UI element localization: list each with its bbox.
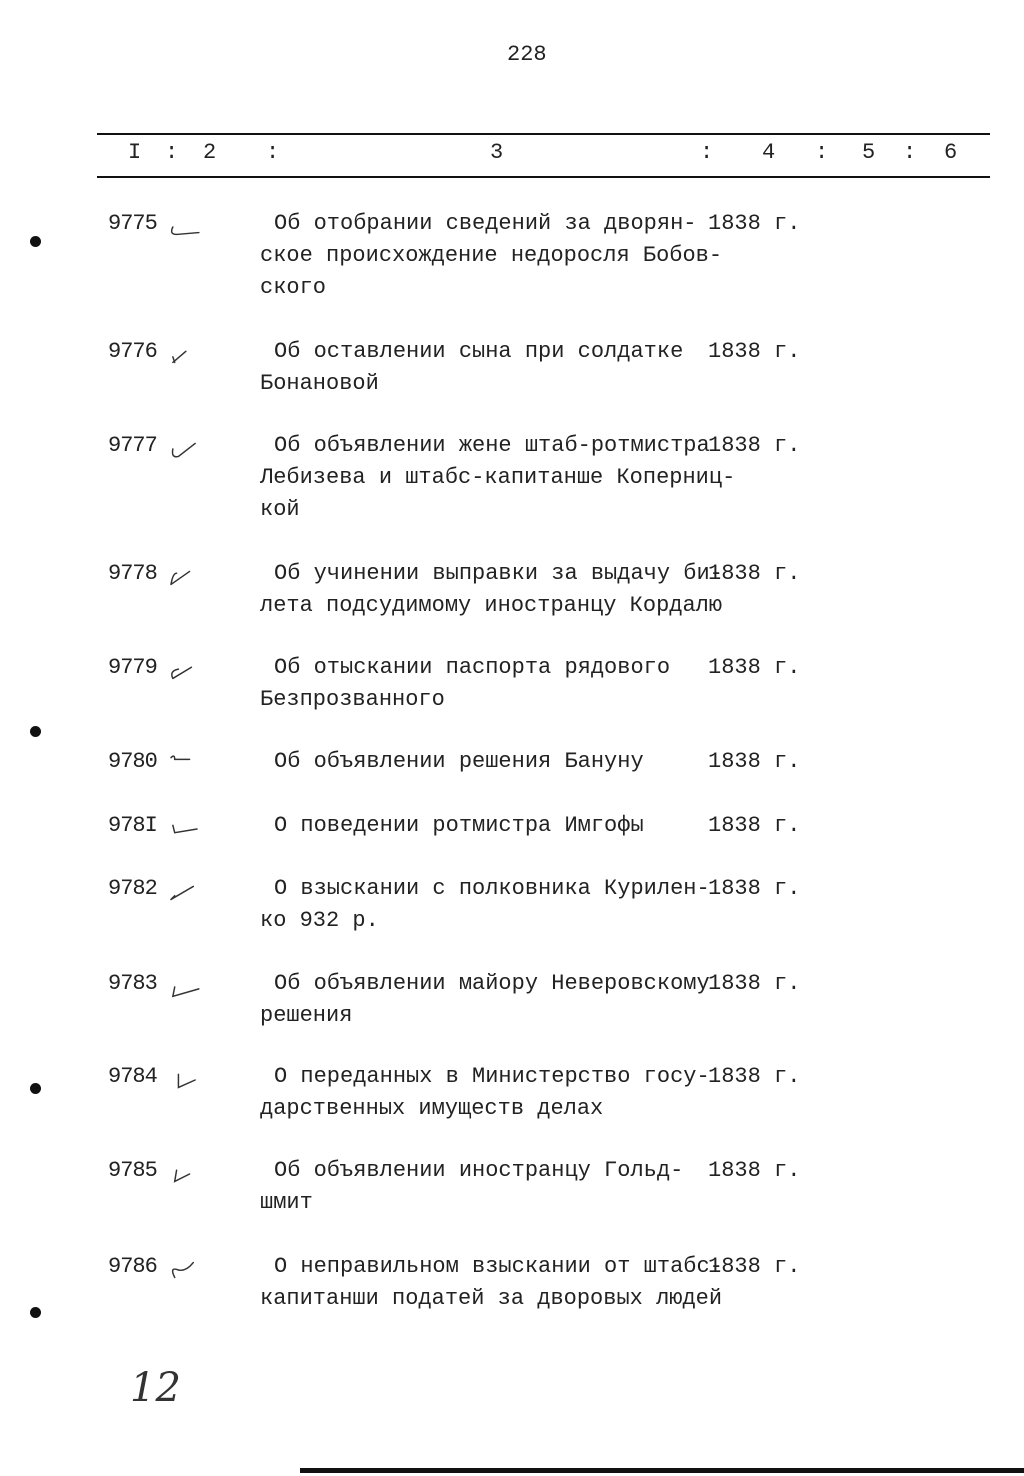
entry-year: 1838 г. (708, 1158, 801, 1183)
handwritten-check-icon (166, 1067, 202, 1093)
entry-title (260, 430, 735, 526)
entry-title (260, 1155, 683, 1219)
entry-title (260, 810, 644, 842)
entry-title-line: Лебизева и штабс-капитанше Коперниц- (260, 465, 736, 490)
entry-title-line: Об оставлении сына при солдатке (274, 339, 684, 364)
entry-title (260, 652, 670, 716)
entry-number: 9779 (108, 655, 157, 680)
column-separator: : (700, 140, 714, 165)
entry-title-line: Об отыскании паспорта рядового (274, 655, 671, 680)
entry-title-line: Об отобрании сведений за дворян- (274, 211, 697, 236)
entry-title-line: Безпрозванного (260, 687, 445, 712)
entry-title (260, 746, 644, 778)
handwritten-check-icon (166, 214, 202, 240)
entry-title-line: ко 932 р. (260, 908, 379, 933)
entry-number: 9782 (108, 876, 157, 901)
handwritten-check-icon (166, 1161, 202, 1187)
entry-number: 9775 (108, 211, 157, 236)
column-separator: : (266, 140, 280, 165)
punch-hole-icon (30, 726, 41, 737)
entry-title (260, 208, 722, 304)
entry-number: 9776 (108, 339, 157, 364)
entry-title-line: шмит (260, 1190, 313, 1215)
table-header-bottom-rule (97, 176, 990, 178)
entry-title-line: О неправильном взыскании от штабс- (274, 1254, 723, 1279)
entry-year: 1838 г. (708, 1064, 801, 1089)
entry-title-line: лета подсудимому иностранцу Кордалю (260, 593, 723, 618)
entry-title-line: Об объявлении майору Неверовскому (274, 971, 710, 996)
entry-number: 9784 (108, 1064, 157, 1089)
column-header: 3 (490, 140, 504, 165)
handwritten-check-icon (166, 1257, 202, 1283)
entry-year: 1838 г. (708, 971, 801, 996)
entry-year: 1838 г. (708, 876, 801, 901)
entry-year: 1838 г. (708, 655, 801, 680)
handwritten-check-icon (166, 879, 202, 905)
entry-number: 9780 (108, 749, 157, 774)
entry-title-line: О поведении ротмистра Имгофы (274, 813, 644, 838)
entry-year: 1838 г. (708, 1254, 801, 1279)
entry-number: 9786 (108, 1254, 157, 1279)
entry-year: 1838 г. (708, 749, 801, 774)
handwritten-check-icon (166, 658, 202, 684)
page-number: 228 (507, 42, 547, 67)
entry-title (260, 558, 723, 622)
handwritten-check-icon (166, 752, 202, 778)
entry-year: 1838 г. (708, 339, 801, 364)
entry-number: 9783 (108, 971, 157, 996)
handwritten-folio-number: 12 (130, 1365, 181, 1411)
entry-title-line: Об объявлении жене штаб-ротмистра (274, 433, 710, 458)
entry-title-line: О взыскании с полковника Курилен- (274, 876, 710, 901)
punch-hole-icon (30, 1307, 41, 1318)
entry-number: 978I (108, 813, 157, 838)
entry-title (260, 336, 683, 400)
entry-title-line: капитанши податей за дворовых людей (260, 1286, 723, 1311)
entry-title-line: решения (260, 1003, 353, 1028)
punch-hole-icon (30, 236, 41, 247)
entry-title-line: кой (260, 497, 300, 522)
handwritten-check-icon (166, 436, 202, 462)
handwritten-check-icon (166, 816, 202, 842)
entry-title-line: Об учинении выправки за выдачу би- (274, 561, 723, 586)
handwritten-check-icon (166, 564, 202, 590)
handwritten-check-icon (166, 974, 202, 1000)
entry-year: 1838 г. (708, 433, 801, 458)
handwritten-check-icon (166, 342, 202, 368)
entry-year: 1838 г. (708, 813, 801, 838)
entry-title (260, 968, 710, 1032)
column-header: 5 (862, 140, 876, 165)
entry-year: 1838 г. (708, 211, 801, 236)
entry-number: 9777 (108, 433, 157, 458)
column-separator: : (165, 140, 179, 165)
entry-title-line: Бонановой (260, 371, 379, 396)
entry-title-line: ское происхождение недоросля Бобов- (260, 243, 723, 268)
punch-hole-icon (30, 1083, 41, 1094)
entry-title-line: ского (260, 275, 327, 300)
entry-title (260, 873, 710, 937)
column-header: 2 (203, 140, 217, 165)
column-separator: : (815, 140, 829, 165)
column-header: I (128, 140, 142, 165)
column-header: 4 (762, 140, 776, 165)
entry-number: 9785 (108, 1158, 157, 1183)
page-bottom-edge (300, 1468, 1024, 1473)
entry-title (260, 1251, 723, 1315)
entry-number: 9778 (108, 561, 157, 586)
column-separator: : (903, 140, 917, 165)
table-header-top-rule (97, 133, 990, 135)
entry-year: 1838 г. (708, 561, 801, 586)
entry-title (260, 1061, 710, 1125)
entry-title-line: дарственных имуществ делах (260, 1096, 604, 1121)
column-header: 6 (944, 140, 958, 165)
entry-title-line: О переданных в Министерство госу- (274, 1064, 710, 1089)
entry-title-line: Об объявлении решения Бануну (274, 749, 644, 774)
entry-title-line: Об объявлении иностранцу Гольд- (274, 1158, 684, 1183)
